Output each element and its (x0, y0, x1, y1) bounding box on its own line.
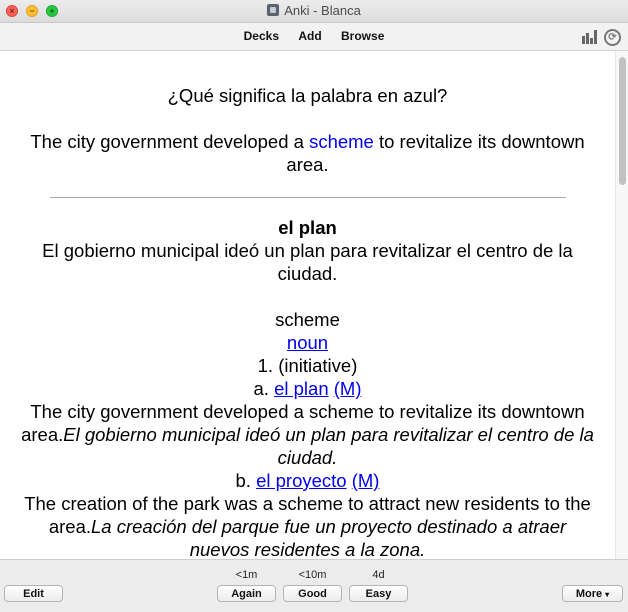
example-b (0, 492, 615, 559)
anki-app-icon (267, 4, 279, 16)
easy-interval: 4d (372, 569, 385, 581)
definition-b-gender-link[interactable]: (M) (351, 470, 380, 491)
decks-link[interactable]: Decks (243, 29, 279, 43)
definition-a-word-link[interactable]: el plan (274, 378, 329, 399)
sense-label: 1. (initiative) (257, 355, 358, 376)
easy-button[interactable]: Easy (349, 585, 408, 602)
more-label: More (575, 588, 603, 600)
example-a-en: The city government developed a scheme to revitalize its downtown area. (21, 401, 585, 445)
maximize-icon: + (49, 6, 55, 16)
good-interval: <10m (298, 569, 327, 581)
add-link[interactable]: Add (298, 29, 322, 43)
example-b-es: La creación del parque fue un proyecto destinado a atraer nuevos residentes a la zona. (91, 516, 567, 559)
answer-translation: El gobierno municipal ideó un plan para revitalizar el centro de la ciudad. (42, 240, 573, 284)
more-button[interactable] (562, 585, 623, 602)
stats-icon[interactable] (582, 30, 598, 44)
pos-link[interactable]: noun (286, 332, 329, 353)
again-interval: <1m (235, 569, 258, 581)
answer-word: el plan (278, 217, 337, 238)
again-button[interactable]: Again (217, 585, 276, 602)
close-icon: × (9, 6, 15, 16)
sentence-after: to revitalize its downtown area. (286, 131, 585, 175)
definition-b: b. el proyecto (M) (235, 470, 380, 491)
sentence-before: The city government developed a (30, 131, 304, 152)
card-content (0, 51, 615, 559)
minimize-icon: − (29, 6, 35, 16)
example-a (0, 400, 615, 469)
example-a-es: El gobierno municipal ideó un plan para revitalizar el centro de la ciudad. (63, 424, 594, 468)
browse-link[interactable]: Browse (341, 29, 385, 43)
edit-button[interactable]: Edit (4, 585, 63, 602)
good-button[interactable]: Good (283, 585, 342, 602)
highlighted-word: scheme (309, 131, 374, 152)
card-question: ¿Qué significa la palabra en azul? (167, 85, 448, 106)
answer-divider (50, 197, 566, 198)
title-bar (0, 0, 628, 23)
definition-a-gender-link[interactable]: (M) (333, 378, 362, 399)
entry-word: scheme (275, 309, 340, 330)
toolbar-nav (0, 23, 628, 50)
window-title (0, 0, 628, 22)
main-toolbar (0, 23, 628, 51)
sync-icon[interactable]: ⟳ (604, 29, 621, 46)
window-title-text: Anki - Blanca (284, 3, 361, 18)
chevron-down-icon: ▾ (605, 590, 610, 599)
example-b-en: The creation of the park was a scheme to attract new residents to the area. (24, 493, 591, 537)
content-scrollbar[interactable] (615, 51, 628, 559)
scrollbar-thumb[interactable] (619, 57, 626, 185)
review-bottom-bar (0, 559, 628, 612)
definition-b-word-link[interactable]: el proyecto (256, 470, 347, 491)
definition-a: a. el plan (M) (253, 378, 362, 399)
question-sentence (0, 130, 615, 176)
